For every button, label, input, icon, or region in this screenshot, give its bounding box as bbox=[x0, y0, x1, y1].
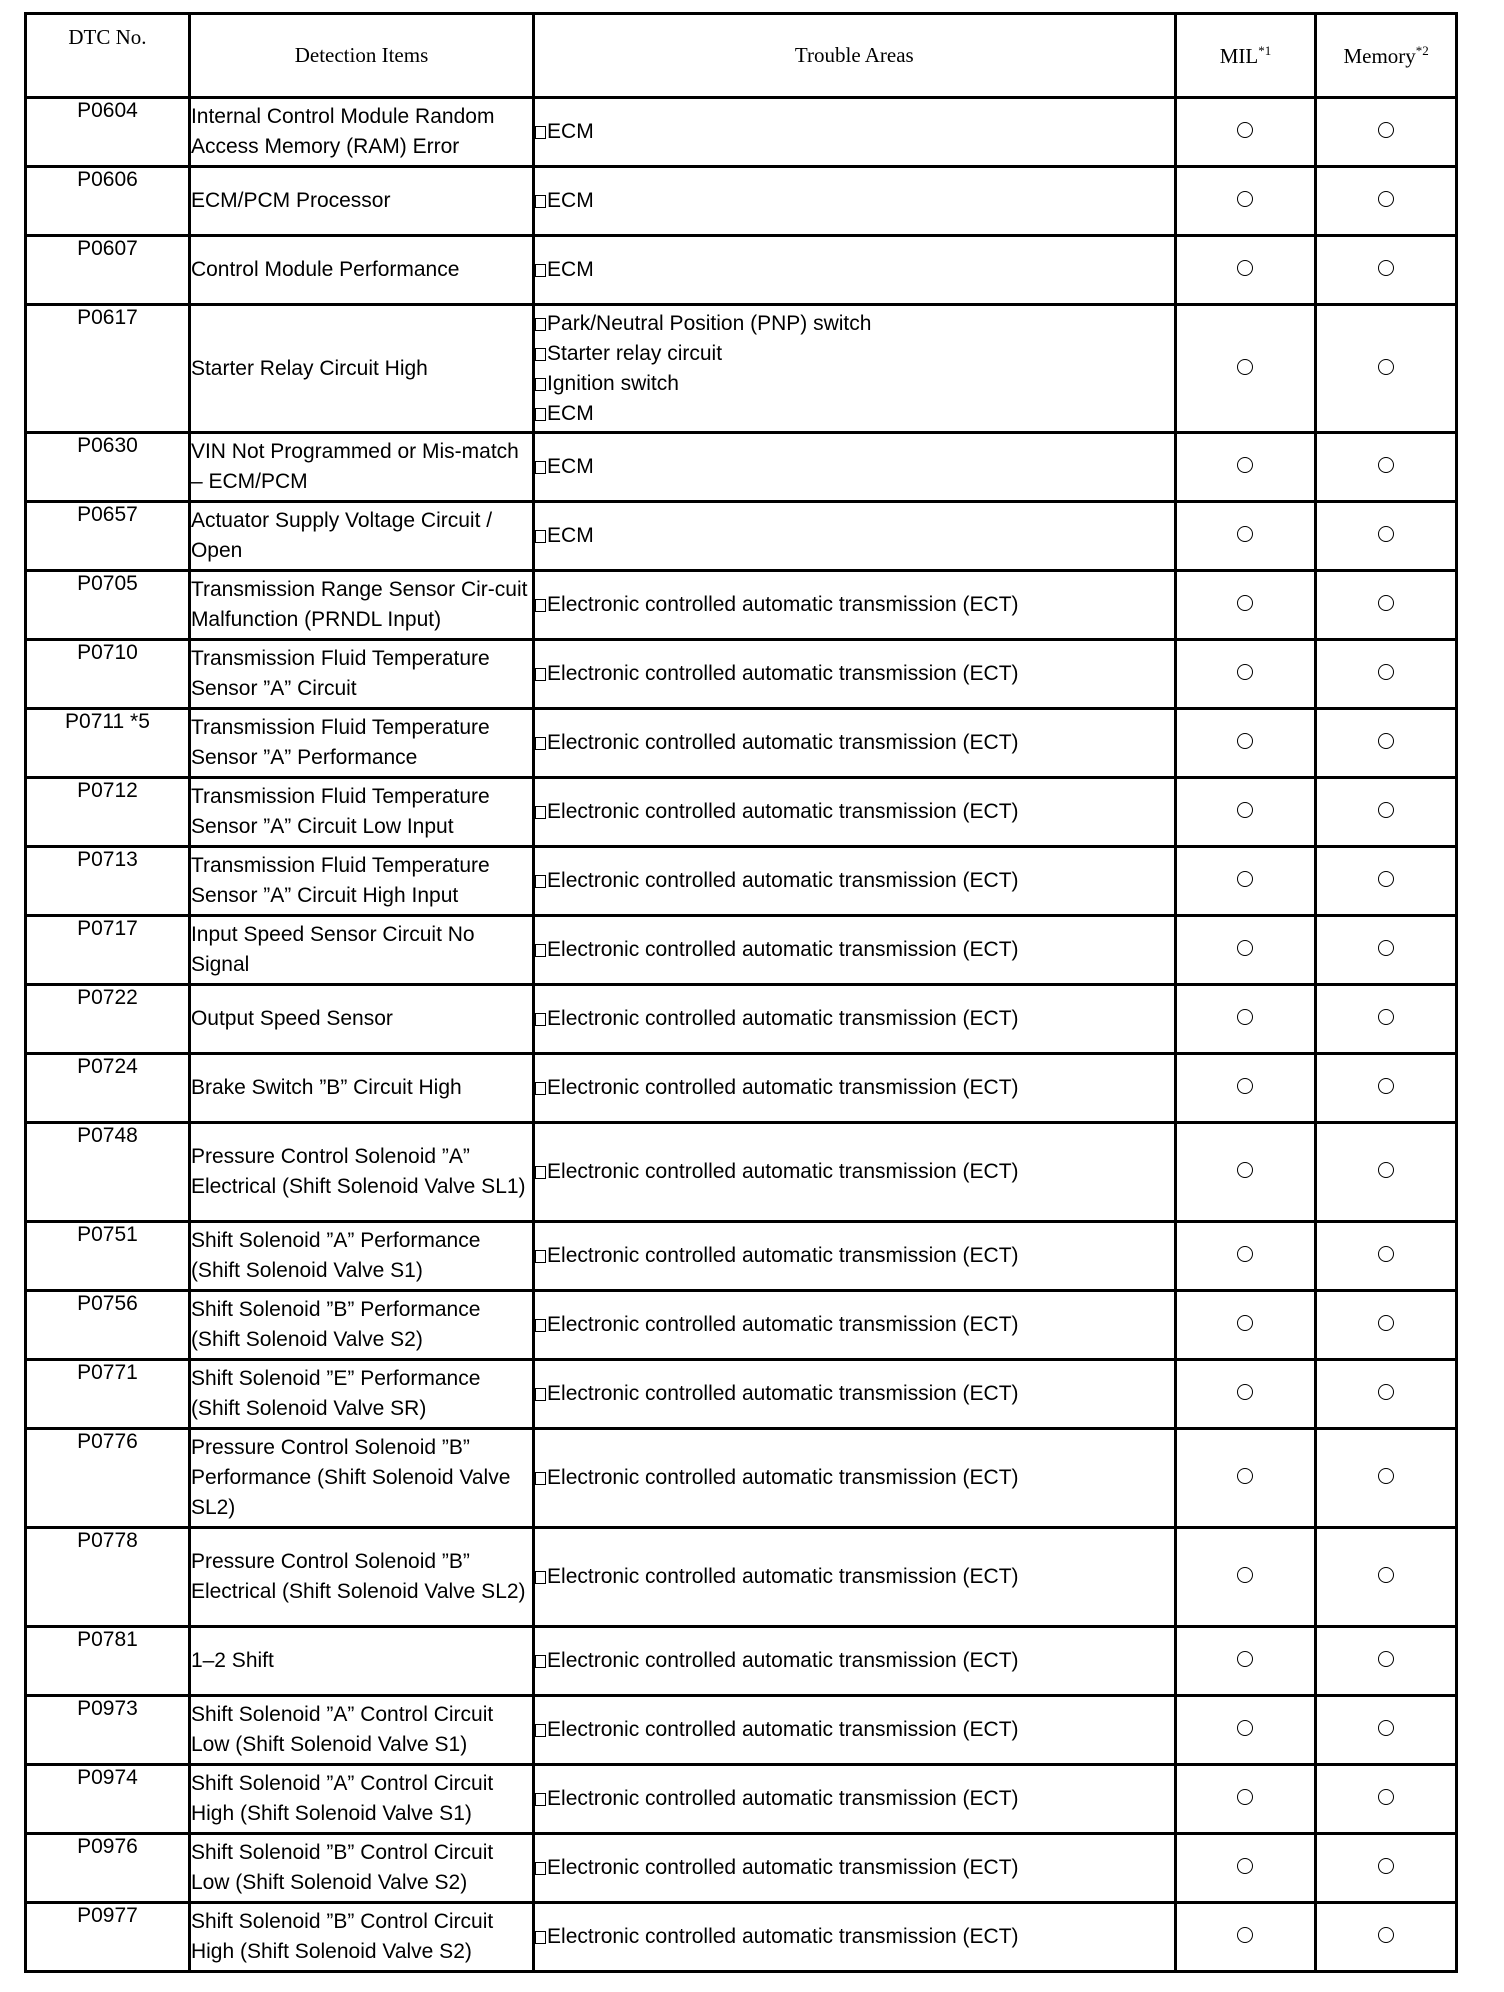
trouble-area-item bbox=[535, 1562, 1174, 1592]
table-row bbox=[26, 1627, 1457, 1696]
header-dtc-no: DTC No. bbox=[26, 14, 190, 98]
memory-cell bbox=[1316, 778, 1457, 847]
trouble-areas bbox=[534, 985, 1176, 1054]
bullet-box-icon bbox=[535, 348, 546, 361]
memory-circle-icon bbox=[1378, 1720, 1394, 1736]
mil-cell bbox=[1175, 502, 1316, 571]
trouble-area-item bbox=[535, 1646, 1174, 1676]
mil-cell bbox=[1175, 847, 1316, 916]
table-row bbox=[26, 167, 1457, 236]
trouble-area-item bbox=[535, 728, 1174, 758]
table-row bbox=[26, 571, 1457, 640]
detection-item: Shift Solenoid ”B” Performance (Shift Solenoid Valve S2) bbox=[189, 1291, 533, 1360]
memory-cell bbox=[1316, 709, 1457, 778]
table-row bbox=[26, 1222, 1457, 1291]
dtc-code: P0617 bbox=[26, 305, 190, 433]
memory-cell bbox=[1316, 236, 1457, 305]
trouble-areas bbox=[534, 1528, 1176, 1627]
memory-cell bbox=[1316, 1528, 1457, 1627]
memory-circle-icon bbox=[1378, 940, 1394, 956]
trouble-areas bbox=[534, 433, 1176, 502]
mil-circle-icon bbox=[1237, 359, 1253, 375]
trouble-areas bbox=[534, 571, 1176, 640]
trouble-area-item bbox=[535, 309, 1174, 339]
detection-item: Actuator Supply Voltage Circuit / Open bbox=[189, 502, 533, 571]
memory-circle-icon bbox=[1378, 1009, 1394, 1025]
mil-cell bbox=[1175, 1429, 1316, 1528]
trouble-areas bbox=[534, 778, 1176, 847]
mil-circle-icon bbox=[1237, 1720, 1253, 1736]
memory-circle-icon bbox=[1378, 122, 1394, 138]
dtc-code: P0712 bbox=[26, 778, 190, 847]
detection-item: Output Speed Sensor bbox=[189, 985, 533, 1054]
mil-circle-icon bbox=[1237, 191, 1253, 207]
memory-cell bbox=[1316, 1123, 1457, 1222]
trouble-area-text: Electronic controlled automatic transmission (ECT) bbox=[547, 1244, 1019, 1267]
trouble-areas bbox=[534, 1222, 1176, 1291]
memory-cell bbox=[1316, 571, 1457, 640]
memory-cell bbox=[1316, 1696, 1457, 1765]
detection-item: Shift Solenoid ”B” Control Circuit Low (Shift Solenoid Valve S2) bbox=[189, 1834, 533, 1903]
trouble-area-text: Electronic controlled automatic transmission (ECT) bbox=[547, 593, 1019, 616]
bullet-box-icon bbox=[535, 1319, 546, 1332]
table-row bbox=[26, 433, 1457, 502]
memory-cell bbox=[1316, 640, 1457, 709]
memory-cell bbox=[1316, 1291, 1457, 1360]
memory-circle-icon bbox=[1378, 1651, 1394, 1667]
detection-item: Brake Switch ”B” Circuit High bbox=[189, 1054, 533, 1123]
mil-cell bbox=[1175, 1834, 1316, 1903]
mil-circle-icon bbox=[1237, 1927, 1253, 1943]
mil-circle-icon bbox=[1237, 526, 1253, 542]
table-row bbox=[26, 1528, 1457, 1627]
trouble-area-text: Electronic controlled automatic transmission (ECT) bbox=[547, 1382, 1019, 1405]
bullet-box-icon bbox=[535, 1655, 546, 1668]
mil-cell bbox=[1175, 985, 1316, 1054]
table-row bbox=[26, 98, 1457, 167]
mil-cell bbox=[1175, 1765, 1316, 1834]
trouble-area-text: Electronic controlled automatic transmission (ECT) bbox=[547, 1076, 1019, 1099]
table-row bbox=[26, 778, 1457, 847]
trouble-area-item bbox=[535, 1310, 1174, 1340]
table-row bbox=[26, 1834, 1457, 1903]
trouble-area-text: ECM bbox=[547, 401, 594, 425]
memory-circle-icon bbox=[1378, 457, 1394, 473]
dtc-code: P0974 bbox=[26, 1765, 190, 1834]
memory-cell bbox=[1316, 1903, 1457, 1972]
mil-circle-icon bbox=[1237, 1858, 1253, 1874]
memory-cell bbox=[1316, 1360, 1457, 1429]
trouble-areas bbox=[534, 1696, 1176, 1765]
bullet-box-icon bbox=[535, 264, 546, 277]
trouble-area-item bbox=[535, 1379, 1174, 1409]
trouble-area-text: Electronic controlled automatic transmission (ECT) bbox=[547, 1787, 1019, 1810]
trouble-area-text: Electronic controlled automatic transmission (ECT) bbox=[547, 1565, 1019, 1588]
bullet-box-icon bbox=[535, 599, 546, 612]
memory-cell bbox=[1316, 1834, 1457, 1903]
trouble-area-text: Electronic controlled automatic transmission (ECT) bbox=[547, 1160, 1019, 1183]
bullet-box-icon bbox=[535, 378, 546, 391]
trouble-area-item bbox=[535, 255, 1174, 285]
mil-cell bbox=[1175, 1291, 1316, 1360]
mil-cell bbox=[1175, 1222, 1316, 1291]
dtc-code: P0705 bbox=[26, 571, 190, 640]
memory-cell bbox=[1316, 1222, 1457, 1291]
trouble-area-text: Electronic controlled automatic transmission (ECT) bbox=[547, 1649, 1019, 1672]
mil-circle-icon bbox=[1237, 122, 1253, 138]
trouble-areas bbox=[534, 1360, 1176, 1429]
trouble-area-item bbox=[535, 369, 1174, 399]
trouble-area-item bbox=[535, 339, 1174, 369]
mil-circle-icon bbox=[1237, 1246, 1253, 1262]
trouble-area-text: Ignition switch bbox=[547, 371, 679, 395]
memory-circle-icon bbox=[1378, 526, 1394, 542]
detection-item: Internal Control Module Random Access Memory (RAM) Error bbox=[189, 98, 533, 167]
memory-circle-icon bbox=[1378, 733, 1394, 749]
mil-cell bbox=[1175, 778, 1316, 847]
dtc-code: P0717 bbox=[26, 916, 190, 985]
memory-circle-icon bbox=[1378, 802, 1394, 818]
memory-circle-icon bbox=[1378, 1567, 1394, 1583]
bullet-box-icon bbox=[535, 1862, 546, 1875]
trouble-area-item bbox=[535, 452, 1174, 482]
detection-item: Transmission Fluid Temperature Sensor ”A” Circuit High Input bbox=[189, 847, 533, 916]
detection-item: Input Speed Sensor Circuit No Signal bbox=[189, 916, 533, 985]
dtc-code: P0607 bbox=[26, 236, 190, 305]
detection-item: Transmission Range Sensor Cir-cuit Malfunction (PRNDL Input) bbox=[189, 571, 533, 640]
bullet-box-icon bbox=[535, 318, 546, 331]
trouble-area-text: Electronic controlled automatic transmission (ECT) bbox=[547, 1313, 1019, 1336]
trouble-area-item bbox=[535, 1922, 1174, 1952]
mil-circle-icon bbox=[1237, 1162, 1253, 1178]
table-row bbox=[26, 1123, 1457, 1222]
trouble-area-item bbox=[535, 1853, 1174, 1883]
memory-cell bbox=[1316, 847, 1457, 916]
trouble-area-text: ECM bbox=[547, 120, 594, 143]
detection-item: Transmission Fluid Temperature Sensor ”A” Circuit Low Input bbox=[189, 778, 533, 847]
bullet-box-icon bbox=[535, 806, 546, 819]
detection-item: Pressure Control Solenoid ”B” Performance (Shift Solenoid Valve SL2) bbox=[189, 1429, 533, 1528]
bullet-box-icon bbox=[535, 1388, 546, 1401]
dtc-code: P0781 bbox=[26, 1627, 190, 1696]
memory-circle-icon bbox=[1378, 1162, 1394, 1178]
table-body bbox=[26, 98, 1457, 1972]
trouble-area-item bbox=[535, 1157, 1174, 1187]
detection-item: Shift Solenoid ”E” Performance (Shift Solenoid Valve SR) bbox=[189, 1360, 533, 1429]
trouble-area-item bbox=[535, 797, 1174, 827]
trouble-areas bbox=[534, 847, 1176, 916]
mil-cell bbox=[1175, 1903, 1316, 1972]
mil-cell bbox=[1175, 1696, 1316, 1765]
mil-cell bbox=[1175, 571, 1316, 640]
trouble-area-item bbox=[535, 1784, 1174, 1814]
table-row bbox=[26, 1429, 1457, 1528]
dtc-code: P0722 bbox=[26, 985, 190, 1054]
detection-item: Pressure Control Solenoid ”A” Electrical (Shift Solenoid Valve SL1) bbox=[189, 1123, 533, 1222]
memory-circle-icon bbox=[1378, 359, 1394, 375]
bullet-box-icon bbox=[535, 944, 546, 957]
trouble-area-item bbox=[535, 521, 1174, 551]
memory-cell bbox=[1316, 916, 1457, 985]
trouble-area-item bbox=[535, 186, 1174, 216]
memory-footnote: *2 bbox=[1415, 42, 1429, 58]
table-row bbox=[26, 1765, 1457, 1834]
mil-circle-icon bbox=[1237, 1078, 1253, 1094]
memory-circle-icon bbox=[1378, 1078, 1394, 1094]
memory-cell bbox=[1316, 305, 1457, 433]
dtc-code: P0778 bbox=[26, 1528, 190, 1627]
trouble-areas bbox=[534, 640, 1176, 709]
detection-item: ECM/PCM Processor bbox=[189, 167, 533, 236]
dtc-code: P0724 bbox=[26, 1054, 190, 1123]
trouble-areas bbox=[534, 1765, 1176, 1834]
trouble-area-text: ECM bbox=[547, 258, 594, 281]
mil-cell bbox=[1175, 433, 1316, 502]
trouble-areas bbox=[534, 709, 1176, 778]
trouble-area-item bbox=[535, 1715, 1174, 1745]
dtc-code: P0976 bbox=[26, 1834, 190, 1903]
detection-item: Control Module Performance bbox=[189, 236, 533, 305]
bullet-box-icon bbox=[535, 1472, 546, 1485]
mil-circle-icon bbox=[1237, 1651, 1253, 1667]
mil-circle-icon bbox=[1237, 457, 1253, 473]
mil-cell bbox=[1175, 640, 1316, 709]
detection-item: VIN Not Programmed or Mis-match – ECM/PCM bbox=[189, 433, 533, 502]
trouble-area-text: Electronic controlled automatic transmission (ECT) bbox=[547, 1925, 1019, 1948]
bullet-box-icon bbox=[535, 195, 546, 208]
table-row bbox=[26, 1696, 1457, 1765]
dtc-code: P0751 bbox=[26, 1222, 190, 1291]
trouble-area-text: Electronic controlled automatic transmission (ECT) bbox=[547, 1466, 1019, 1489]
trouble-areas bbox=[534, 1429, 1176, 1528]
dtc-code: P0748 bbox=[26, 1123, 190, 1222]
memory-circle-icon bbox=[1378, 1789, 1394, 1805]
trouble-areas bbox=[534, 98, 1176, 167]
mil-cell bbox=[1175, 916, 1316, 985]
bullet-box-icon bbox=[535, 530, 546, 543]
memory-cell bbox=[1316, 98, 1457, 167]
bullet-box-icon bbox=[535, 1166, 546, 1179]
detection-item: Transmission Fluid Temperature Sensor ”A” Performance bbox=[189, 709, 533, 778]
mil-circle-icon bbox=[1237, 1315, 1253, 1331]
mil-cell bbox=[1175, 98, 1316, 167]
trouble-area-text: Electronic controlled automatic transmission (ECT) bbox=[547, 731, 1019, 754]
bullet-box-icon bbox=[535, 126, 546, 139]
dtc-code: P0756 bbox=[26, 1291, 190, 1360]
trouble-areas bbox=[534, 1054, 1176, 1123]
header-row bbox=[26, 14, 1457, 98]
detection-item: Shift Solenoid ”B” Control Circuit High (Shift Solenoid Valve S2) bbox=[189, 1903, 533, 1972]
memory-cell bbox=[1316, 985, 1457, 1054]
memory-cell bbox=[1316, 1429, 1457, 1528]
trouble-area-item bbox=[535, 117, 1174, 147]
dtc-code: P0973 bbox=[26, 1696, 190, 1765]
detection-item: Starter Relay Circuit High bbox=[189, 305, 533, 433]
trouble-area-text: Electronic controlled automatic transmission (ECT) bbox=[547, 1718, 1019, 1741]
mil-circle-icon bbox=[1237, 940, 1253, 956]
trouble-area-text: Electronic controlled automatic transmission (ECT) bbox=[547, 800, 1019, 823]
bullet-box-icon bbox=[535, 1793, 546, 1806]
dtc-code: P0606 bbox=[26, 167, 190, 236]
bullet-box-icon bbox=[535, 1013, 546, 1026]
mil-cell bbox=[1175, 236, 1316, 305]
dtc-code: P0713 bbox=[26, 847, 190, 916]
mil-cell bbox=[1175, 1123, 1316, 1222]
table-row bbox=[26, 985, 1457, 1054]
memory-circle-icon bbox=[1378, 664, 1394, 680]
mil-cell bbox=[1175, 1528, 1316, 1627]
trouble-area-text: ECM bbox=[547, 455, 594, 478]
mil-circle-icon bbox=[1237, 1009, 1253, 1025]
trouble-area-item bbox=[535, 935, 1174, 965]
mil-circle-icon bbox=[1237, 664, 1253, 680]
trouble-area-item bbox=[535, 590, 1174, 620]
trouble-area-text: Electronic controlled automatic transmission (ECT) bbox=[547, 1856, 1019, 1879]
dtc-code: P0604 bbox=[26, 98, 190, 167]
memory-circle-icon bbox=[1378, 260, 1394, 276]
dtc-code: P0977 bbox=[26, 1903, 190, 1972]
trouble-area-item bbox=[535, 866, 1174, 896]
header-detection-items: Detection Items bbox=[189, 14, 533, 98]
bullet-box-icon bbox=[535, 461, 546, 474]
dtc-code: P0776 bbox=[26, 1429, 190, 1528]
dtc-code: P0657 bbox=[26, 502, 190, 571]
memory-circle-icon bbox=[1378, 871, 1394, 887]
trouble-areas bbox=[534, 1903, 1176, 1972]
memory-circle-icon bbox=[1378, 1858, 1394, 1874]
trouble-area-item bbox=[535, 1004, 1174, 1034]
dtc-code: P0630 bbox=[26, 433, 190, 502]
trouble-area-item bbox=[535, 1073, 1174, 1103]
mil-cell bbox=[1175, 1360, 1316, 1429]
trouble-area-text: Electronic controlled automatic transmission (ECT) bbox=[547, 662, 1019, 685]
detection-item: Shift Solenoid ”A” Performance (Shift Solenoid Valve S1) bbox=[189, 1222, 533, 1291]
memory-circle-icon bbox=[1378, 1927, 1394, 1943]
memory-circle-icon bbox=[1378, 1468, 1394, 1484]
bullet-box-icon bbox=[535, 875, 546, 888]
trouble-area-text: ECM bbox=[547, 524, 594, 547]
trouble-area-text: Electronic controlled automatic transmission (ECT) bbox=[547, 1007, 1019, 1030]
bullet-box-icon bbox=[535, 408, 546, 421]
memory-cell bbox=[1316, 1054, 1457, 1123]
table-row bbox=[26, 305, 1457, 433]
mil-circle-icon bbox=[1237, 871, 1253, 887]
mil-cell bbox=[1175, 1054, 1316, 1123]
table-row bbox=[26, 640, 1457, 709]
dtc-table bbox=[24, 12, 1458, 1973]
table-row bbox=[26, 1903, 1457, 1972]
trouble-area-text: Electronic controlled automatic transmission (ECT) bbox=[547, 938, 1019, 961]
trouble-areas bbox=[534, 167, 1176, 236]
memory-cell bbox=[1316, 433, 1457, 502]
detection-item: Shift Solenoid ”A” Control Circuit Low (Shift Solenoid Valve S1) bbox=[189, 1696, 533, 1765]
table-row bbox=[26, 709, 1457, 778]
mil-footnote: *1 bbox=[1258, 42, 1272, 58]
memory-circle-icon bbox=[1378, 1384, 1394, 1400]
memory-circle-icon bbox=[1378, 1246, 1394, 1262]
mil-circle-icon bbox=[1237, 733, 1253, 749]
bullet-box-icon bbox=[535, 1250, 546, 1263]
memory-cell bbox=[1316, 1627, 1457, 1696]
table-row bbox=[26, 916, 1457, 985]
mil-circle-icon bbox=[1237, 1567, 1253, 1583]
mil-cell bbox=[1175, 1627, 1316, 1696]
table-row bbox=[26, 847, 1457, 916]
detection-item: 1–2 Shift bbox=[189, 1627, 533, 1696]
table-row bbox=[26, 1054, 1457, 1123]
mil-circle-icon bbox=[1237, 1468, 1253, 1484]
memory-cell bbox=[1316, 167, 1457, 236]
memory-circle-icon bbox=[1378, 191, 1394, 207]
trouble-areas bbox=[534, 916, 1176, 985]
detection-item: Transmission Fluid Temperature Sensor ”A” Circuit bbox=[189, 640, 533, 709]
header-trouble-areas: Trouble Areas bbox=[534, 14, 1176, 98]
trouble-area-item bbox=[535, 399, 1174, 429]
trouble-area-text: Park/Neutral Position (PNP) switch bbox=[547, 311, 872, 335]
trouble-area-text: Starter relay circuit bbox=[547, 341, 723, 365]
dtc-code: P0711 *5 bbox=[26, 709, 190, 778]
dtc-code: P0771 bbox=[26, 1360, 190, 1429]
trouble-areas bbox=[534, 1123, 1176, 1222]
mil-circle-icon bbox=[1237, 595, 1253, 611]
mil-cell bbox=[1175, 167, 1316, 236]
mil-circle-icon bbox=[1237, 1789, 1253, 1805]
table-row bbox=[26, 1360, 1457, 1429]
trouble-areas bbox=[534, 1834, 1176, 1903]
mil-cell bbox=[1175, 305, 1316, 433]
trouble-area-text: Electronic controlled automatic transmission (ECT) bbox=[547, 869, 1019, 892]
memory-circle-icon bbox=[1378, 595, 1394, 611]
detection-item: Shift Solenoid ”A” Control Circuit High (Shift Solenoid Valve S1) bbox=[189, 1765, 533, 1834]
bullet-box-icon bbox=[535, 1082, 546, 1095]
mil-circle-icon bbox=[1237, 802, 1253, 818]
header-memory: Memory$^{*2}$ bbox=[1316, 14, 1457, 98]
trouble-area-item bbox=[535, 1463, 1174, 1493]
detection-item: Pressure Control Solenoid ”B” Electrical (Shift Solenoid Valve SL2) bbox=[189, 1528, 533, 1627]
bullet-box-icon bbox=[535, 1931, 546, 1944]
mil-circle-icon bbox=[1237, 1384, 1253, 1400]
memory-cell bbox=[1316, 1765, 1457, 1834]
trouble-area-item bbox=[535, 659, 1174, 689]
table-row bbox=[26, 502, 1457, 571]
mil-cell bbox=[1175, 709, 1316, 778]
bullet-box-icon bbox=[535, 737, 546, 750]
memory-cell bbox=[1316, 502, 1457, 571]
trouble-area-item bbox=[535, 1241, 1174, 1271]
bullet-box-icon bbox=[535, 1571, 546, 1584]
trouble-areas bbox=[534, 1627, 1176, 1696]
dtc-code: P0710 bbox=[26, 640, 190, 709]
trouble-area-text: ECM bbox=[547, 189, 594, 212]
bullet-box-icon bbox=[535, 1724, 546, 1737]
trouble-areas bbox=[534, 502, 1176, 571]
trouble-areas bbox=[534, 1291, 1176, 1360]
mil-circle-icon bbox=[1237, 260, 1253, 276]
trouble-areas bbox=[534, 236, 1176, 305]
table-row bbox=[26, 236, 1457, 305]
header-mil: MIL$^{*1}$ bbox=[1175, 14, 1316, 98]
bullet-box-icon bbox=[535, 668, 546, 681]
memory-circle-icon bbox=[1378, 1315, 1394, 1331]
table-row bbox=[26, 1291, 1457, 1360]
trouble-areas bbox=[534, 305, 1176, 433]
